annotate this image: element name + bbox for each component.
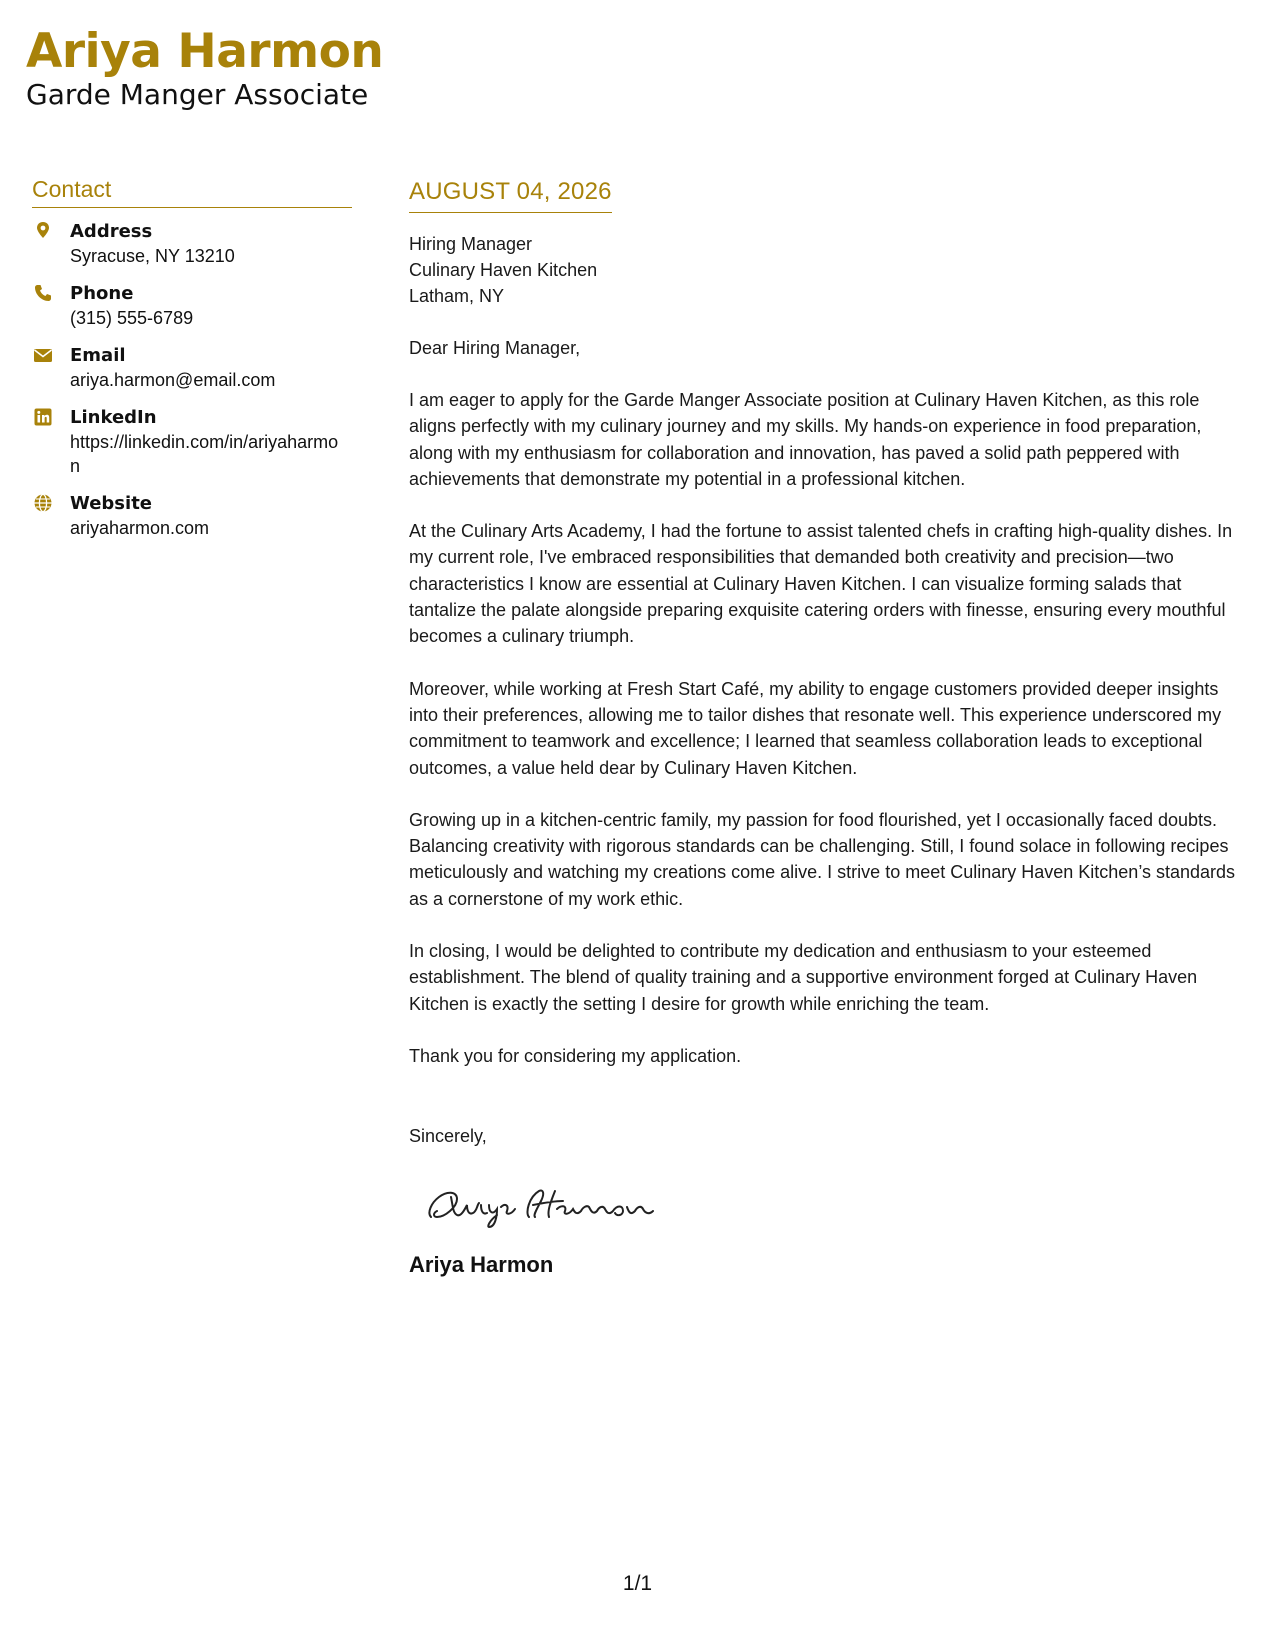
globe-icon [33, 493, 53, 513]
applicant-name: Ariya Harmon [26, 24, 384, 79]
signer-name: Ariya Harmon [409, 1252, 554, 1278]
closing: Sincerely, [409, 1126, 487, 1147]
contact-item-address [32, 220, 352, 268]
contact-item-email [32, 344, 352, 392]
contact-label: Phone [70, 283, 134, 304]
contact-value: Syracuse, NY 13210 [70, 246, 235, 266]
letter-body [409, 178, 1249, 1279]
recipient-line: Hiring Manager [409, 234, 533, 254]
letter-date: AUGUST 04, 2026 [409, 178, 612, 213]
contact-item-linkedin [32, 406, 352, 478]
letter-paragraph: At the Culinary Arts Academy, I had the fortune to assist talented chefs in crafting high-quality dishes. In my current role, I've embraced responsibilities that demanded both creativity and precision—two characteristics I know are essential at Culinary Haven Kitchen. I can visualize forming salads that tantalize the palate alongside preparing exquisite catering orders with finesse, ensuring every mouthful becomes a culinary triumph. [409, 521, 1233, 647]
contact-value: (315) 555-6789 [70, 308, 194, 328]
letter-paragraph: Thank you for considering my application. [409, 1045, 742, 1066]
letter-paragraph: I am eager to apply for the Garde Manger Associate position at Culinary Haven Kitchen, as this role aligns perfectly with my culinary journey and my skills. My hands-on experience in food preparation, along with my enthusiasm for collaboration and innovation, has paved a solid path peppered with achievements that demonstrate my potential in a professional kitchen. [409, 390, 1202, 489]
recipient-block [409, 231, 1249, 309]
handwritten-signature [417, 1173, 677, 1233]
letter-paragraph: Growing up in a kitchen-centric family, my passion for food flourished, yet I occasionally faced doubts. Balancing creativity with rigorous standards can be challenging. Still, I found solace in following recipes meticulously and watching my creations come alive. I strive to meet Culinary Haven Kitchen’s standards as a cornerstone of my work ethic. [409, 809, 1236, 909]
contact-value[interactable]: https://linkedin.com/in/ariyaharmon [70, 432, 339, 476]
letter-header [26, 22, 383, 112]
contact-value[interactable]: ariya.harmon@email.com [70, 370, 276, 390]
contact-list [32, 220, 352, 540]
map-pin-icon [33, 221, 53, 241]
salutation: Dear Hiring Manager, [409, 338, 581, 358]
contact-sidebar [32, 176, 352, 554]
recipient-line: Latham, NY [409, 286, 505, 306]
letter-paragraph: Moreover, while working at Fresh Start Café, my ability to engage customers provided deeper insights into their preferences, allowing me to tailor dishes that resonate well. This experience underscored my commitment to teamwork and excellence; I learned that seamless collaboration leads to exceptional outcomes, a value held dear by Culinary Haven Kitchen. [409, 678, 1222, 778]
contact-value[interactable]: ariyaharmon.com [70, 518, 210, 538]
contact-item-phone [32, 282, 352, 330]
contact-label: Email [70, 345, 126, 366]
letter-paragraph: In closing, I would be delighted to contribute my dedication and enthusiasm to your esteemed establishment. The blend of quality training and a supportive environment forged at Culinary Haven Kitchen is exactly the setting I desire for growth while enriching the team. [409, 941, 1198, 1014]
page-number: 1/1 [622, 1572, 653, 1595]
contact-label: Website [70, 493, 153, 514]
recipient-line: Culinary Haven Kitchen [409, 260, 598, 280]
linkedin-icon [33, 407, 53, 427]
job-title: Garde Manger Associate [26, 78, 369, 111]
contact-label: Address [70, 221, 153, 242]
envelope-icon [33, 345, 53, 365]
contact-label: LinkedIn [70, 407, 157, 428]
phone-icon [33, 283, 53, 303]
contact-heading: Contact [32, 176, 352, 208]
contact-item-website [32, 492, 352, 540]
